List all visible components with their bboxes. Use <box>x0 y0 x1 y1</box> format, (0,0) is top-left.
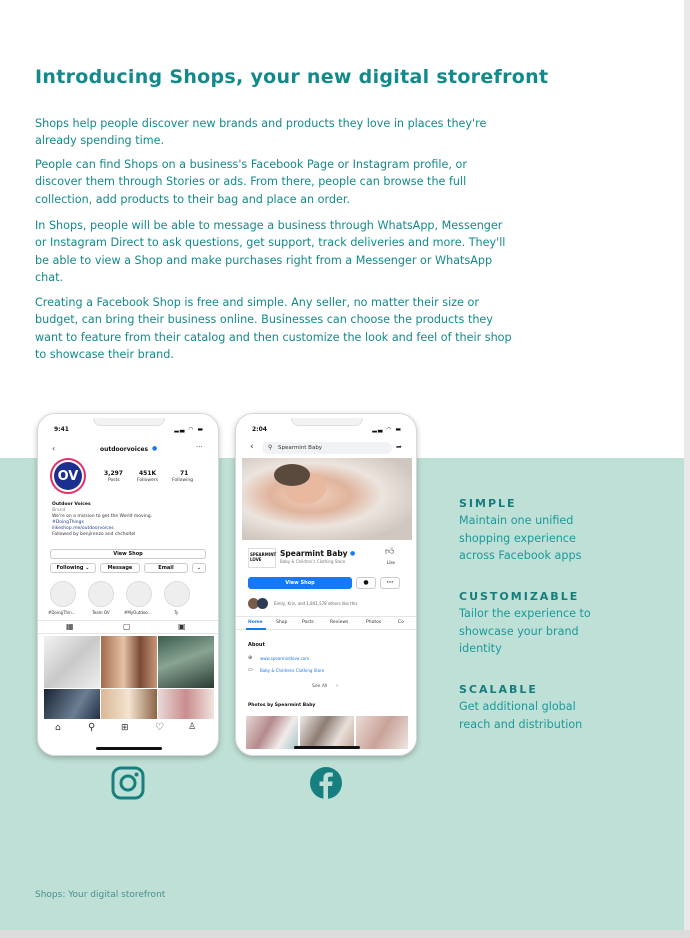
friend-avatars <box>248 598 270 609</box>
grid-photo[interactable] <box>158 689 214 719</box>
facebook-phone-mockup <box>235 413 417 756</box>
home-indicator <box>96 747 162 750</box>
see-all-link[interactable]: See All <box>312 684 328 689</box>
page-category: Baby & Children's Clothing Store <box>280 559 346 564</box>
tab-home[interactable]: Home <box>248 620 263 625</box>
bio-line: We're on a mission to get the World moving. <box>52 514 153 519</box>
tab-shop[interactable]: Shop <box>276 620 288 625</box>
profile-icon[interactable]: ♙ <box>188 722 197 732</box>
message-button[interactable]: Message <box>100 563 140 573</box>
grid-photo[interactable] <box>101 636 157 688</box>
add-post-icon[interactable]: ⊞ <box>121 723 129 733</box>
dropdown-button[interactable]: ⌄ <box>192 563 206 573</box>
grid-photo-shoe[interactable] <box>44 636 100 688</box>
highlight-label: Ty <box>174 610 179 615</box>
facebook-logo-icon <box>309 766 343 800</box>
tab-photos[interactable]: Photos <box>366 620 382 625</box>
search-text[interactable]: Spearmint Baby <box>278 445 323 451</box>
highlight-label: #DoingThin... <box>48 610 76 615</box>
highlight-label: #MyOutdoo... <box>124 610 152 615</box>
feature-description: Get additional global reach and distribution <box>459 700 583 731</box>
profile-username: outdoorvoices <box>100 446 149 453</box>
highlight-circle[interactable] <box>50 581 76 607</box>
paragraph-2: People can find Shops on a business's Facebook Page or Instagram profile, or discover them through Stories or ads. From there, people can browse the full collection, add products to their bag and place an order. <box>35 158 467 206</box>
search-icon[interactable]: ⚲ <box>88 722 96 733</box>
stat-following-label: Following <box>172 478 194 483</box>
page-logo: SPEARMINT LOVE <box>248 548 276 568</box>
instagram-phone-mockup <box>37 413 219 756</box>
avatar-ring[interactable] <box>50 458 86 494</box>
avatar <box>257 598 268 609</box>
tagged-icon[interactable]: ▣ <box>178 622 186 631</box>
page-photo[interactable] <box>300 716 354 749</box>
shop-bag-icon[interactable]: ▢ <box>123 622 131 631</box>
verified-badge-icon: ● <box>152 445 158 452</box>
paragraph-1: Shops help people discover new brands and products they love in places they're already spending time. <box>35 117 487 148</box>
active-tab-indicator <box>246 628 266 630</box>
page-edge <box>0 930 690 938</box>
status-icons: ▂▃ ◠ ▬ <box>174 426 204 433</box>
followed-by: Followed by benjirenzo and chcholtel <box>52 532 136 537</box>
heart-icon[interactable]: ♡ <box>155 722 164 733</box>
more-options-icon[interactable]: ··· <box>196 443 203 451</box>
highlight-label: Team OV <box>92 610 110 615</box>
cover-photo <box>242 458 412 540</box>
status-icons: ▂▃ ◠ ▬ <box>372 426 402 433</box>
instagram-logo-icon <box>111 766 145 800</box>
feature-simple <box>459 497 659 565</box>
grid-photo[interactable] <box>101 689 157 719</box>
feature-title: CUSTOMIZABLE <box>459 590 580 603</box>
stat-followers-label: Followers <box>137 478 159 483</box>
following-button[interactable]: Following ⌄ <box>50 563 96 573</box>
verified-badge-icon: ● <box>350 550 356 557</box>
page-edge <box>684 0 690 938</box>
messenger-button[interactable]: ● <box>356 577 376 589</box>
view-shop-button[interactable]: View Shop <box>248 577 352 589</box>
view-shop-button[interactable]: View Shop <box>50 549 206 559</box>
tab-community[interactable]: Co <box>398 620 404 625</box>
page-title: Introducing Shops, your new digital storefront <box>35 66 549 88</box>
stat-following-num[interactable]: 71 <box>180 470 189 477</box>
feature-customizable <box>459 590 659 658</box>
paragraph-3: In Shops, people will be able to message a business through WhatsApp, Messenger or Instagram Direct to ask questions, get support, track deliveries and more. They'll be able to view a Shop and make purchases right from a Messenger or WhatsApp chat. <box>35 219 506 284</box>
stat-posts-num: 3,297 <box>104 470 123 477</box>
page-name: Spearmint Baby <box>280 549 348 558</box>
bio-type: Brand <box>52 508 66 513</box>
bio-link[interactable]: ilikeshop.me/outdoorvoices <box>52 526 114 531</box>
category-link[interactable]: Baby & Childrens Clothing Store <box>260 668 325 673</box>
bio-hashtag[interactable]: #DoingThings <box>52 520 84 525</box>
avatar: OV <box>54 462 82 490</box>
email-button[interactable]: Email <box>144 563 188 573</box>
footer-caption: Shops: Your digital storefront <box>35 890 166 900</box>
chevron-right-icon[interactable]: › <box>336 683 338 689</box>
category-icon: ▭ <box>248 667 253 673</box>
tab-reviews[interactable]: Reviews <box>330 620 349 625</box>
search-icon: ⚲ <box>268 444 273 451</box>
more-button[interactable]: ··· <box>380 577 400 589</box>
home-icon[interactable]: ⌂ <box>55 723 61 733</box>
page-photo[interactable] <box>246 716 298 749</box>
highlight-circle[interactable] <box>88 581 114 607</box>
feature-description: Maintain one unified shopping experience across Facebook apps <box>459 514 582 562</box>
globe-icon: ⊕ <box>248 655 253 661</box>
feature-description: Tailor the experience to showcase your brand identity <box>459 607 591 655</box>
back-arrow-icon[interactable]: ‹ <box>250 442 254 452</box>
cover-photo-detail <box>274 464 310 486</box>
tab-posts[interactable]: Posts <box>302 620 314 625</box>
phone-notch <box>291 418 363 426</box>
page-photo[interactable] <box>356 716 408 749</box>
back-arrow-icon[interactable]: ‹ <box>52 444 56 453</box>
bio-name: Outdoor Voices <box>52 502 91 507</box>
share-icon[interactable]: ➦ <box>396 443 402 451</box>
status-time: 2:04 <box>252 426 267 433</box>
like-label: Like <box>387 560 395 565</box>
grid-photo[interactable] <box>44 689 100 719</box>
home-indicator <box>294 746 360 749</box>
grid-icon[interactable]: ▦ <box>66 622 74 631</box>
highlight-circle[interactable] <box>126 581 152 607</box>
website-link[interactable]: www.spearmintlove.com <box>260 656 310 661</box>
feature-title: SIMPLE <box>459 497 517 510</box>
stat-posts-label: Posts <box>108 478 120 483</box>
like-icon[interactable]: 👍︎ <box>385 547 395 557</box>
phone-notch <box>93 418 165 426</box>
status-time: 9:41 <box>54 426 69 433</box>
feature-title: SCALABLE <box>459 683 538 696</box>
photos-heading: Photos by Spearmint Baby <box>248 703 316 708</box>
paragraph-4: Creating a Facebook Shop is free and simple. Any seller, no matter their size or budget, can bring their business online. Businesses can choose the products they want to feature from their catalog and then customize the look and feel of their shop to showcase their brand. <box>35 296 512 361</box>
highlight-circle[interactable] <box>164 581 190 607</box>
about-heading: About <box>248 642 265 648</box>
stat-followers-num[interactable]: 451K <box>139 470 157 477</box>
grid-photo[interactable] <box>158 636 214 688</box>
likes-text: Emily, Kris, and 1,841,578 others like this <box>274 601 358 606</box>
feature-scalable <box>459 683 659 733</box>
